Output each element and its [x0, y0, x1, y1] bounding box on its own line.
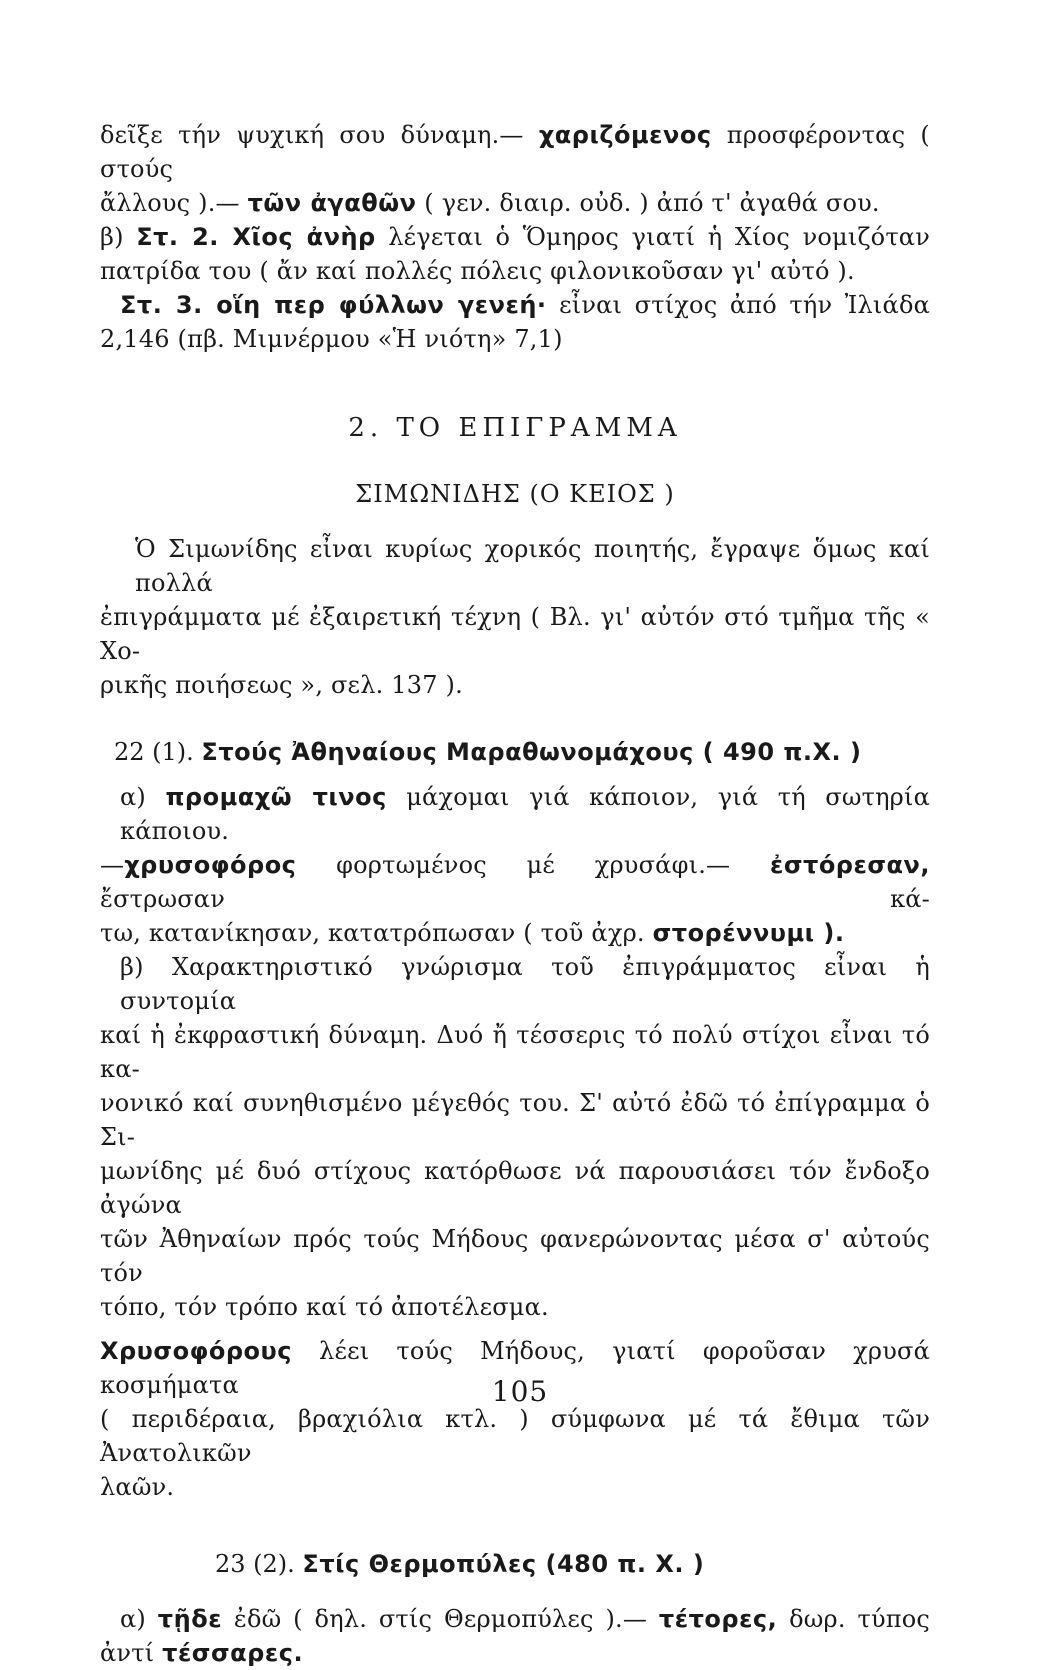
- text-line: δεῖξε τήν ψυχική σου δύναμη.— χαριζόμενος προσφέροντας ( στούς: [100, 121, 930, 183]
- text-line: τόπο, τόν τρόπο καί τό ἀποτέλεσμα.: [100, 1293, 549, 1321]
- epigram-title-text: Στίς Θερμοπύλες (480 π. Χ. ): [302, 1550, 705, 1578]
- epigram-title: 22 (1). Στούς Ἀθηναίους Μαραθωνομάχους ( 490 π.Χ. ): [114, 738, 862, 766]
- term-bold: χρυσοφόρος: [124, 851, 297, 879]
- text-line: β) Χαρακτηριστικό γνώρισμα τοῦ ἐπιγράμματος εἶναι ἡ συντομία: [120, 953, 930, 1015]
- term-bold: στορέννυμι ).: [652, 919, 845, 947]
- text-line: —χρυσοφόρος φορτωμένος μέ χρυσάφι.— ἐστόρεσαν, ἔστρωσαν κά-: [100, 851, 930, 913]
- text-line: ἄλλους ).— τῶν ἀγαθῶν ( γεν. διαιρ. οὐδ. ) ἀπό τ' ἀγαθά σου.: [100, 189, 880, 217]
- text-line: ἐπιγράμματα μέ ἐξαιρετική τέχνη ( Βλ. γι' αὐτόν στό τμῆμα τῆς « Χο-: [100, 603, 930, 665]
- term-bold: τῶν ἀγαθῶν: [247, 189, 417, 217]
- term-bold: ἐστόρεσαν,: [769, 851, 930, 879]
- text-line: Στ. 3. οἵη περ φύλλων γενεή· εἶναι στίχος ἀπό τήν Ἰλιάδα: [120, 291, 930, 319]
- text-line: Χρυσοφόρους λέει τούς Μήδους, γιατί φοροῦσαν χρυσά κοσμήματα: [100, 1337, 930, 1399]
- text-line: τῶν Ἀθηναίων πρός τούς Μήδους φανερώνοντας μέσα σ' αὐτούς τόν: [100, 1225, 930, 1287]
- text-line: α) προμαχῶ τινος μάχομαι γιά κάποιον, γιά τή σωτηρία κάποιου.: [120, 783, 930, 845]
- page-number: 105: [491, 1375, 549, 1408]
- text-line: μωνίδης μέ δυό στίχους κατόρθωσε νά παρουσιάσει τόν ἔνδοξο ἀγώνα: [100, 1157, 930, 1219]
- term-bold: Στ. 3. οἵη περ φύλλων γενεή·: [120, 291, 547, 319]
- text-line: νονικό καί συνηθισμένο μέγεθός του. Σ' αὐτό ἐδῶ τό ἐπίγραμμα ὁ Σι-: [100, 1089, 930, 1151]
- term-bold: Στ. 2. Χῖος ἀνὴρ: [136, 223, 376, 251]
- text-line: τω, κατανίκησαν, κατατρόπωσαν ( τοῦ ἀχρ. στορέννυμι ).: [100, 919, 845, 947]
- text-line: πατρίδα του ( ἄν καί πολλές πόλεις φιλονικοῦσαν γι' αὐτό ).: [100, 257, 855, 285]
- author-heading: ΣΙΜΩΝΙΔΗΣ (Ο ΚΕΙΟΣ ): [355, 480, 675, 508]
- epigram-title-text: Στούς Ἀθηναίους Μαραθωνομάχους ( 490 π.Χ. ): [201, 738, 862, 766]
- term-bold: τέσσαρες.: [162, 1639, 304, 1667]
- text-line: 2,146 (πβ. Μιμνέρμου «Ἡ νιότη» 7,1): [100, 325, 563, 353]
- text-line: Ὁ Σιμωνίδης εἶναι κυρίως χορικός ποιητής, ἔγραψε ὅμως καί πολλά: [135, 535, 930, 597]
- term-bold: τέτορες,: [658, 1605, 778, 1633]
- text-line: β) Στ. 2. Χῖος ἀνὴρ λέγεται ὁ Ὅμηρος γιατί ἡ Χίος νομιζόταν: [100, 223, 930, 251]
- text-line: ἀντί τέσσαρες.: [100, 1639, 304, 1667]
- term-bold: προμαχῶ τινος: [165, 783, 387, 811]
- text-line: ( περιδέραια, βραχιόλια κτλ. ) σύμφωνα μέ τά ἔθιμα τῶν Ἀνατολικῶν: [100, 1405, 930, 1467]
- text-line: λαῶν.: [100, 1473, 175, 1501]
- section-heading: 2. ΤΟ ΕΠΙΓΡΑΜΜΑ: [348, 413, 682, 443]
- text-line: α) τῇδε ἐδῶ ( δηλ. στίς Θερμοπύλες ).— τέτορες, δωρ. τύπος: [120, 1605, 931, 1633]
- term-bold: τῇδε: [157, 1605, 223, 1633]
- text-line: ρικῆς ποιήσεως », σελ. 137 ).: [100, 671, 463, 699]
- term-bold: χαριζόμενος: [538, 121, 712, 149]
- document-page: [100, 118, 930, 1670]
- text-line: καί ἡ ἐκφραστική δύναμη. Δυό ἤ τέσσερις τό πολύ στίχοι εἶναι τό κα-: [100, 1021, 930, 1083]
- epigram-title: 23 (2). Στίς Θερμοπύλες (480 π. Χ. ): [215, 1550, 705, 1578]
- term-bold: Χρυσοφόρους: [100, 1337, 292, 1365]
